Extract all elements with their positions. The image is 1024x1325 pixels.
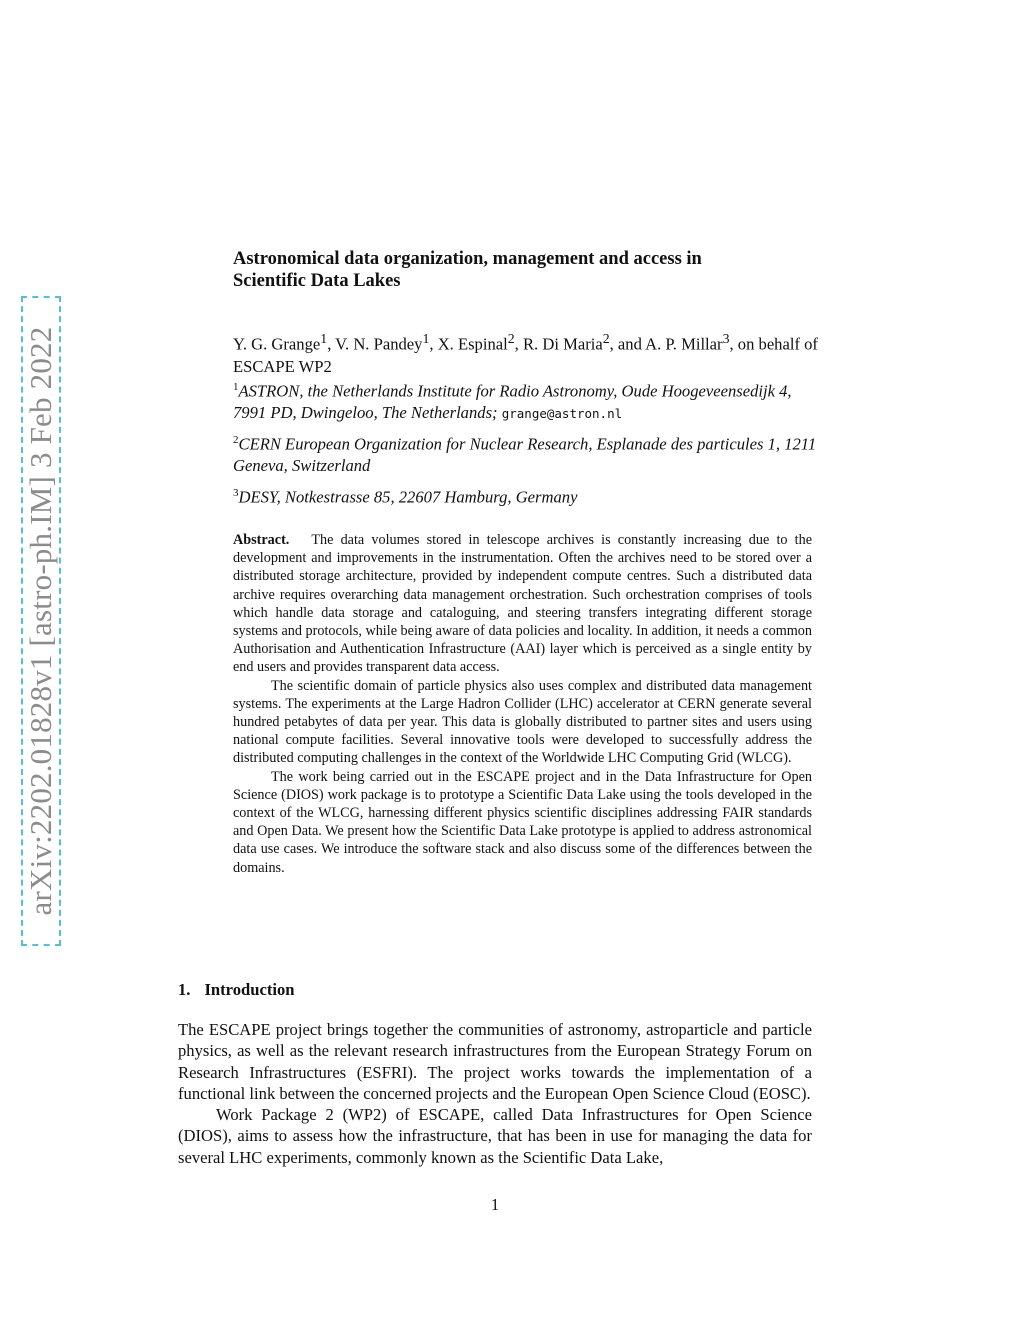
section-number: 1.	[178, 980, 191, 999]
abstract-text: The data volumes stored in telescope archives is constantly increasing due to the development and improvements in the instrumentation. Often the archives need to be stored over a distributed storage architecture, provided by independent compute centres. Such a distributed data archive requires overarching data management orchestration. Such orchestration comprises of tools which handle data storage and cataloguing, and steering transfers integrating different storage systems and protocols, while being aware of data policies and locality. In addition, it needs a common Authorisation and Authentication Infrastructure (AAI) layer which is perceived as a single entity by end users and provides transparent data access.	[233, 532, 812, 676]
introduction-body	[178, 1019, 812, 1168]
title-line-1: Astronomical data organization, management and access in	[233, 249, 702, 269]
affiliation-mark: 3	[233, 487, 239, 499]
author-affiliation-mark: 2	[602, 331, 610, 346]
author-name: , R. Di Maria	[514, 334, 603, 354]
affiliation-2	[233, 430, 823, 477]
author-name: , X. Espinal	[429, 334, 508, 354]
affiliation-text: DESY, Notkestrasse 85, 22607 Hamburg, Germany	[238, 487, 578, 507]
page-number: 1	[490, 1195, 500, 1214]
affiliation-text: ASTRON, the Netherlands Institute for Radio Astronomy, Oude Hoogeveensedijk 4, 7991 PD, Dwingeloo, The Netherlands;	[233, 381, 792, 423]
arxiv-stamp	[21, 296, 61, 946]
abstract	[233, 531, 812, 877]
affiliation-mark: 2	[233, 434, 239, 446]
author-name: , V. N. Pandey	[327, 334, 423, 354]
section-title: Introduction	[204, 980, 295, 999]
arxiv-identifier: arXiv:2202.01828v1 [astro-ph.IM] 3 Feb 2022	[23, 326, 58, 916]
abstract-paragraph	[233, 531, 812, 677]
author-email[interactable]: grange@astron.nl	[501, 406, 623, 422]
author-collaboration: , on behalf of ESCAPE WP2	[233, 334, 818, 376]
body-paragraph: The ESCAPE project brings together the communities of astronomy, astroparticle and particle physics, as well as the relevant research infrastructures from the European Strategy Forum on Research Infrastructures (ESFRI). The project works towards the implementation of a functional link between the concerned projects and the European Open Science Cloud (EOSC).	[178, 1020, 812, 1103]
paper-title	[233, 248, 833, 292]
author-affiliation-mark: 1	[320, 331, 328, 346]
affiliation-text: CERN European Organization for Nuclear Research, Esplanade des particules 1, 1211 Geneva, Switzerland	[233, 434, 817, 476]
affiliation-mark: 1	[233, 381, 239, 393]
abstract-paragraph: The work being carried out in the ESCAPE project and in the Data Infrastructure for Open Science (DIOS) work package is to prototype a Scientific Data Lake using the tools developed in the context of the WLCG, harnessing different physics scientific disciplines addressing FAIR standards and Open Data. We present how the Scientific Data Lake prototype is applied to address astronomical data use cases. We introduce the software stack and also discuss some of the differences between the domains.	[233, 768, 812, 876]
author-affiliation-mark: 3	[722, 331, 730, 346]
author-name: , and A. P. Millar	[609, 334, 723, 354]
author-list	[233, 328, 818, 378]
title-line-2: Scientific Data Lakes	[233, 271, 401, 291]
abstract-paragraph: The scientific domain of particle physics also uses complex and distributed data management systems. The experiments at the Large Hadron Collider (LHC) accelerator at CERN generate several hundred petabytes of data per year. This data is globally distributed to partner sites and users using national compute facilities. Several innovative tools were developed to successfully address the distributed computing challenges in the context of the Worldwide LHC Computing Grid (WLCG).	[233, 677, 812, 767]
author-name: Y. G. Grange	[233, 334, 321, 354]
section-heading-introduction	[178, 980, 295, 1000]
affiliation-1	[233, 377, 823, 425]
affiliation-3	[233, 483, 823, 508]
author-affiliation-mark: 1	[422, 331, 430, 346]
abstract-label: Abstract.	[233, 532, 290, 548]
author-affiliation-mark: 2	[507, 331, 515, 346]
body-paragraph: Work Package 2 (WP2) of ESCAPE, called Data Infrastructures for Open Science (DIOS), aims to assess how the infrastructure, that has been in use for managing the data for several LHC experiments, commonly known as the Scientific Data Lake,	[178, 1105, 812, 1167]
